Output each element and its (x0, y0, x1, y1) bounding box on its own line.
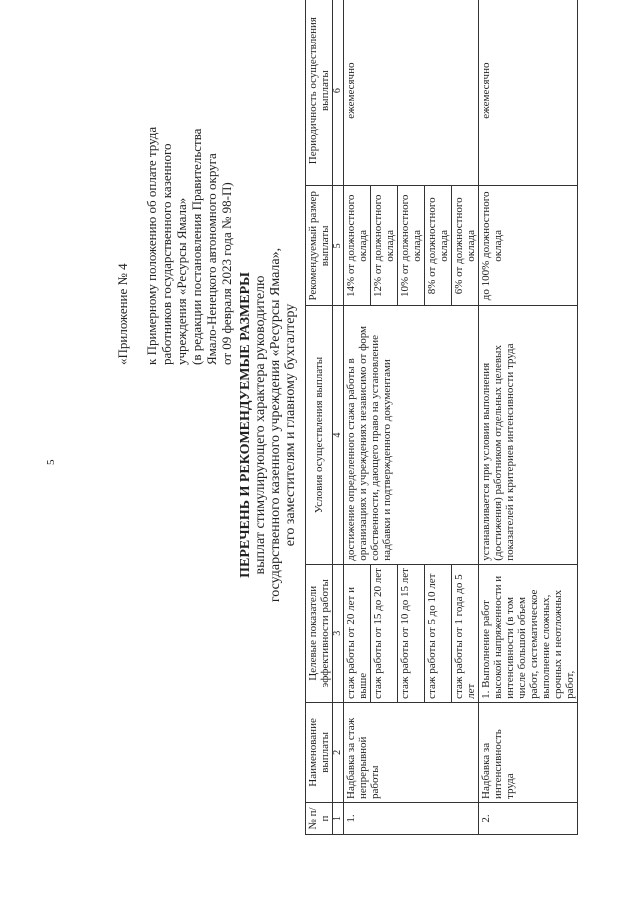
header-cell: Рекомендуемый размер выплаты (306, 186, 333, 306)
indicator-cell: стаж работы от 10 до 15 лет (398, 564, 425, 702)
page-number: 5 (45, 459, 57, 465)
table-row (479, 0, 578, 835)
column-number: 1 (333, 802, 344, 834)
row-number: 1. (344, 802, 479, 834)
appendix-line: (в редакции постановления Правительства (189, 128, 204, 365)
appendix-block (115, 65, 234, 365)
indicator-cell: стаж работы от 15 до 20 лет (371, 564, 398, 702)
amount-cell: 14% от должностного оклада (344, 186, 371, 306)
payments-table (305, 0, 578, 835)
table-header-row (306, 0, 333, 835)
column-number: 5 (333, 186, 344, 306)
indicator-cell: 1. Выполнение работ высокой напряженности и интенсивности (в том числе большой объем работ, систематическое выполнение сложных, срочных и неотложных работ, (479, 564, 578, 702)
amount-cell: до 100% должностного оклада (479, 186, 578, 306)
header-cell: Целевые показатели эффективности работы (306, 564, 333, 702)
appendix-line: от 09 февраля 2023 года № 98-П) (219, 182, 234, 365)
indicator-cell: стаж работы от 1 года до 5 лет (452, 564, 479, 702)
amount-cell: 8% от должностного оклада (425, 186, 452, 306)
heading-line: выплат стимулирующего характера руководителю (253, 275, 268, 575)
table-row (344, 0, 371, 835)
row-number: 2. (479, 802, 578, 834)
header-cell: Условия осуществления выплаты (306, 306, 333, 564)
document-heading (238, 175, 298, 675)
condition-cell: достижение определенного стажа работы в организациях и учреждениях независимо от форм собственности, дающего право на установление надбавки и подтвержденного документами (344, 306, 479, 564)
column-number-row (333, 0, 344, 835)
appendix-line: работников государственного казенного (159, 143, 174, 365)
amount-cell: 6% от должностного оклада (452, 186, 479, 306)
appendix-title: «Приложение № 4 (115, 263, 130, 365)
period-cell: ежемесячно (479, 0, 578, 186)
period-cell: ежемесячно (344, 0, 479, 186)
appendix-line: учреждения «Ресурсы Ямала» (174, 197, 189, 365)
amount-cell: 12% от должностного оклада (371, 186, 398, 306)
heading-line: государственного казенного учреждения «Ресурсы Ямала», (268, 247, 283, 603)
column-number: 6 (333, 0, 344, 186)
heading-title: ПЕРЕЧЕНЬ И РЕКОМЕНДУЕМЫЕ РАЗМЕРЫ (238, 272, 253, 578)
column-number: 4 (333, 306, 344, 564)
column-number: 3 (333, 564, 344, 702)
header-cell: № п/п (306, 802, 333, 834)
column-number: 2 (333, 702, 344, 802)
header-cell: Периодичность осуществления выплаты (306, 0, 333, 186)
amount-cell: 10% от должностного оклада (398, 186, 425, 306)
appendix-line: Ямало-Ненецкого автономного округа (204, 153, 219, 365)
condition-cell: устанавливается при условии выполнения (достижения) работником отдельных целевых показателей и критериев интенсивности труда (479, 306, 578, 564)
indicator-cell: стаж работы от 5 до 10 лет (425, 564, 452, 702)
heading-line: его заместителям и главному бухгалтеру (283, 303, 298, 547)
payment-name: Надбавка за стаж непрерывной работы (344, 702, 479, 802)
payment-name: Надбавка за интенсивность труда (479, 702, 578, 802)
indicator-cell: стаж работы от 20 лет и выше (344, 564, 371, 702)
header-cell: Наименование выплаты (306, 702, 333, 802)
appendix-line: к Примерному положению об оплате труда (144, 126, 159, 365)
